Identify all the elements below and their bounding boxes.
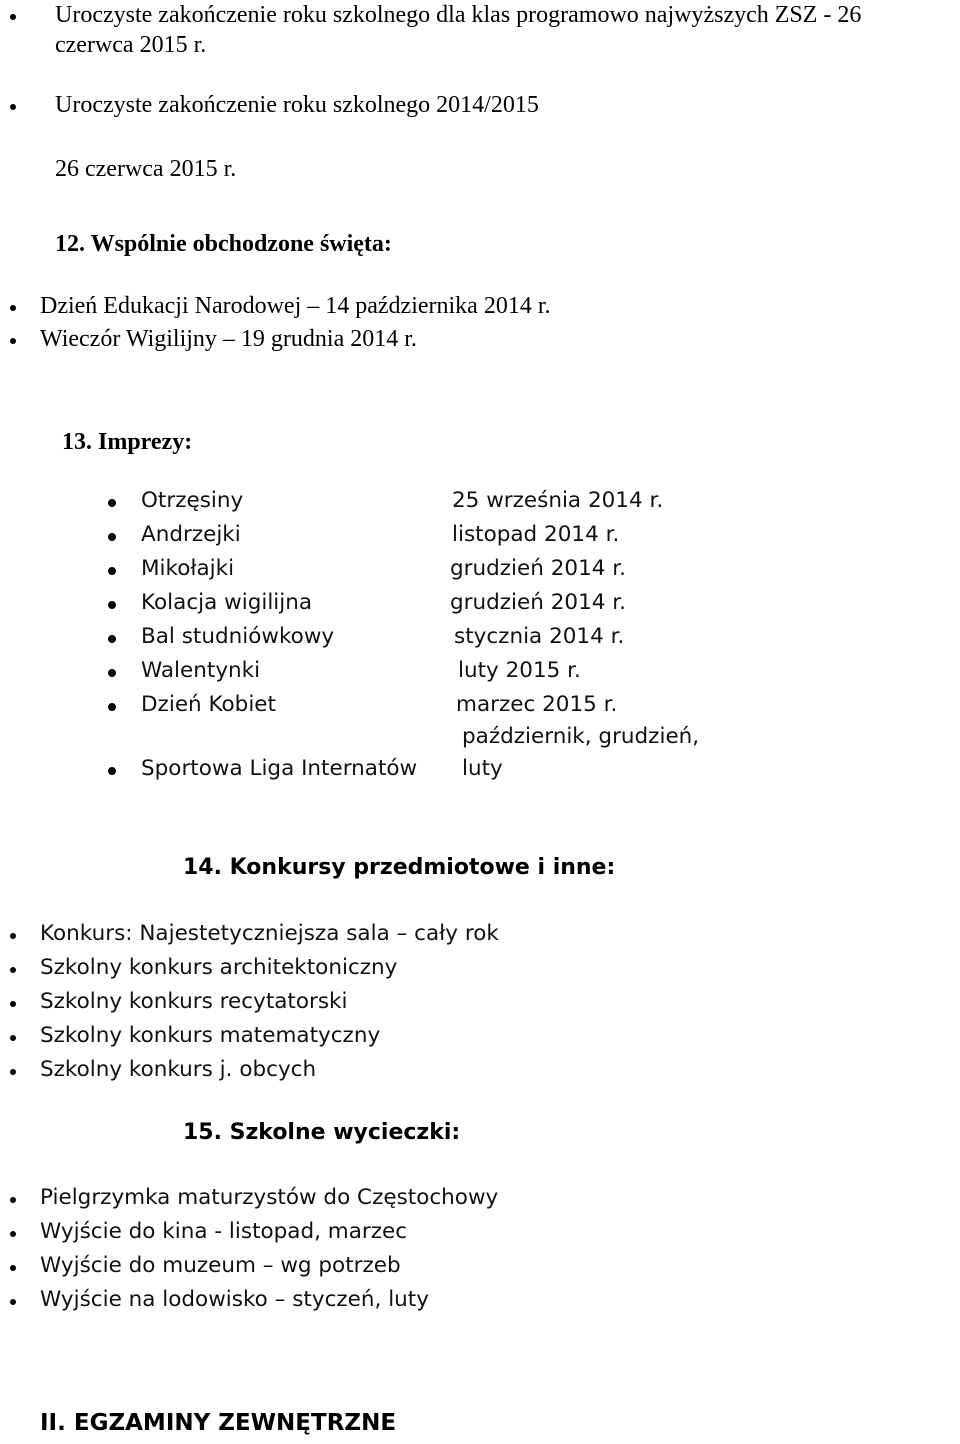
list-item: Uroczyste zakończenie roku szkolnego dla klas programowo najwyższych ZSZ - 26 (55, 2, 862, 28)
list-item: Szkolny konkurs matematyczny (40, 1023, 381, 1048)
event-name: Walentynki (141, 658, 261, 683)
list-item: Wyjście na lodowisko – styczeń, luty (40, 1287, 429, 1312)
event-name: Bal studniówkowy (141, 624, 335, 649)
event-name: Mikołajki (141, 556, 235, 581)
bullet-icon (10, 1001, 16, 1007)
bullet-icon (108, 635, 116, 643)
list-item: Uroczyste zakończenie roku szkolnego 2014/2015 (55, 92, 539, 118)
event-name: Sportowa Liga Internatów (141, 756, 418, 781)
bullet-icon (10, 1197, 16, 1203)
event-date: grudzień 2014 r. (450, 556, 626, 581)
event-date: listopad 2014 r. (452, 522, 620, 547)
event-date: 25 września 2014 r. (452, 488, 664, 513)
list-item: Wyjście do muzeum – wg potrzeb (40, 1253, 401, 1278)
event-name: Otrzęsiny (141, 488, 244, 513)
chapter-heading: II. EGZAMINY ZEWNĘTRZNE (40, 1410, 397, 1436)
bullet-icon (10, 305, 16, 311)
bullet-icon (108, 767, 116, 775)
bullet-icon (108, 703, 116, 711)
event-date: październik, grudzień, (462, 724, 700, 749)
bullet-icon (108, 669, 116, 677)
list-item-continuation: czerwca 2015 r. (55, 32, 207, 58)
bullet-icon (108, 567, 116, 575)
event-date: grudzień 2014 r. (450, 590, 626, 615)
event-date-continuation: luty (462, 756, 503, 781)
event-name: Kolacja wigilijna (141, 590, 313, 615)
event-name: Dzień Kobiet (141, 692, 276, 717)
list-item: Konkurs: Najestetyczniejsza sala – cały rok (40, 921, 499, 946)
section-heading: 14. Konkursy przedmiotowe i inne: (183, 855, 616, 880)
bullet-icon (108, 499, 116, 507)
bullet-icon (108, 533, 116, 541)
event-date: stycznia 2014 r. (454, 624, 625, 649)
bullet-icon (10, 338, 16, 344)
bullet-icon (108, 601, 116, 609)
list-item: Wyjście do kina - listopad, marzec (40, 1219, 408, 1244)
event-date: luty 2015 r. (458, 658, 581, 683)
list-item: Dzień Edukacji Narodowej – 14 października 2014 r. (40, 293, 551, 319)
bullet-icon (10, 104, 16, 110)
bullet-icon (10, 1069, 16, 1075)
bullet-icon (10, 1231, 16, 1237)
bullet-icon (10, 1299, 16, 1305)
event-date: marzec 2015 r. (456, 692, 618, 717)
section-heading: 13. Imprezy: (62, 429, 193, 455)
section-heading: 12. Wspólnie obchodzone święta: (55, 231, 392, 257)
bullet-icon (10, 14, 16, 20)
list-item: Szkolny konkurs architektoniczny (40, 955, 398, 980)
bullet-icon (10, 967, 16, 973)
list-item: Szkolny konkurs recytatorski (40, 989, 348, 1014)
list-item: Pielgrzymka maturzystów do Częstochowy (40, 1185, 499, 1210)
bullet-icon (10, 1035, 16, 1041)
section-heading: 15. Szkolne wycieczki: (183, 1120, 461, 1145)
list-item: Szkolny konkurs j. obcych (40, 1057, 317, 1082)
bullet-icon (10, 933, 16, 939)
event-name: Andrzejki (141, 522, 241, 547)
list-item-date: 26 czerwca 2015 r. (55, 156, 237, 182)
bullet-icon (10, 1265, 16, 1271)
list-item: Wieczór Wigilijny – 19 grudnia 2014 r. (40, 326, 417, 352)
